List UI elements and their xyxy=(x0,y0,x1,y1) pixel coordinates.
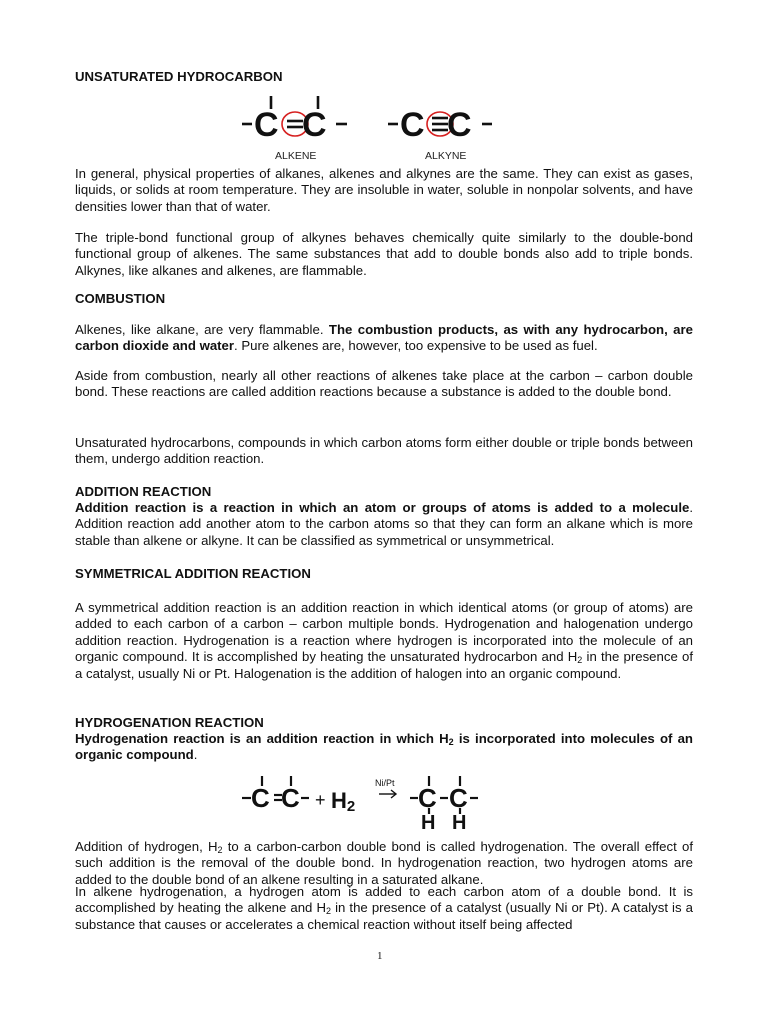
paragraph-physical-properties: In general, physical properties of alkanes, alkenes and alkynes are the same. They can exist as gases, liquids, or solids at room temperature. They are insoluble in water, soluble in nonpolar solvents, and have densities lower than that of water. xyxy=(75,166,693,214)
alkyne-carbon-left: C xyxy=(400,106,425,144)
heading-addition-reaction: ADDITION REACTION xyxy=(75,484,212,499)
paragraph-hydrogenation-definition xyxy=(75,731,693,764)
addition-definition-bold: Addition reaction is a reaction in which an atom or groups of atoms is added to a molecule xyxy=(75,500,690,515)
product-hydrogen-right: H xyxy=(452,812,467,830)
hydrogenation-definition-bold: Hydrogenation reaction is an addition reaction in which $H_2$ is incorporated into molecules of an organic compound xyxy=(75,731,693,763)
hydrogenation-equation xyxy=(238,774,498,830)
alkyne-carbon-right: C xyxy=(447,106,472,144)
paragraph-triple-bond: The triple-bond functional group of alkynes behaves chemically quite similarly to the double-bond functional group of alkenes. The same substances that add to double bonds also add to triple bonds. Alkynes, like alkanes and alkenes, are flammable. xyxy=(75,230,693,278)
catalyst-label: Ni/Pt xyxy=(375,778,395,788)
heading-symmetrical-addition: SYMMETRICAL ADDITION REACTION xyxy=(75,566,311,581)
plus-sign: + xyxy=(315,790,326,810)
product-hydrogen-left: H xyxy=(421,812,436,830)
product-carbon-left: C xyxy=(418,783,437,813)
reactant-carbon-left: C xyxy=(251,783,270,813)
symmetrical-h2-subscript: 2 xyxy=(577,655,583,666)
symmetrical-text-a: A symmetrical addition reaction is an addition reaction in which identical atoms (or group of atoms) are added to each carbon of a carbon – carbon multiple bonds. Hydrogenation and halogenation undergo addition reaction. Hydrogenation is a reaction where hydrogen is incorporated into the molecule of an organic compound. It is accomplished by heating the unsaturated hydrocarbon and H xyxy=(75,600,693,665)
heading-hydrogenation-reaction: HYDROGENATION REACTION xyxy=(75,715,264,730)
combustion-products-bold: The combustion products, as with any hydrocarbon, are carbon dioxide and water xyxy=(75,322,693,354)
alkyne-label: ALKYNE xyxy=(425,150,467,162)
paragraph-symmetrical-addition xyxy=(75,600,693,682)
paragraph-addition-definition xyxy=(75,500,693,549)
paragraph-unsaturated-addition: Unsaturated hydrocarbons, compounds in which carbon atoms form either double or triple bonds between them, undergo addition reaction. xyxy=(75,435,693,467)
paragraph-hydrogenation-effect xyxy=(75,839,693,888)
hydrogenation-effect-text-b: to a carbon-carbon double bond is called hydrogenation. The overall effect of such addition is the removal of the double bond. In hydrogenation reaction, two hydrogen atoms are added to the double bond of an alkene resulting in a saturated alkane. xyxy=(75,839,693,887)
heading-combustion: COMBUSTION xyxy=(75,291,166,306)
alkene-alkyne-figure xyxy=(238,92,508,162)
paragraph-combustion xyxy=(75,322,693,355)
heading-unsaturated-hydrocarbon: UNSATURATED HYDROCARBON xyxy=(75,69,283,84)
combustion-text-c: . Pure alkenes are, however, too expensive to be used as fuel. xyxy=(234,338,598,354)
combustion-text-a: Alkenes, like alkane, are very flammable. xyxy=(75,322,329,337)
hydrogenation-equation-figure xyxy=(238,774,498,830)
hydrogenation-effect-text-a: Addition of hydrogen, H xyxy=(75,839,218,854)
alkene-label: ALKENE xyxy=(275,150,317,162)
paragraph-addition-intro: Aside from combustion, nearly all other reactions of alkenes take place at the carbon – carbon double bond. These reactions are called addition reactions because a substance is added to the double bond. xyxy=(75,368,693,400)
alkene-carbon-left: C xyxy=(254,106,279,144)
hydrogenation-definition-period: . xyxy=(193,747,198,763)
alkene-hydrogenation-text-b: in the presence of a catalyst (usually Ni or Pt). A catalyst is a substance that causes or accelerates a chemical reaction without itself being affected xyxy=(75,900,693,932)
addition-definition-text: . Addition reaction add another atom to the carbon atoms so that they can form an alkane which is more stable than alkene or alkyne. It can be classified as symmetrical or unsymmetrical. xyxy=(75,500,693,548)
paragraph-alkene-hydrogenation xyxy=(75,884,693,933)
reactant-carbon-right: C xyxy=(281,783,300,813)
product-carbon-right: C xyxy=(449,783,468,813)
page-number: 1 xyxy=(377,950,383,962)
hydrogenation-effect-h2-subscript: 2 xyxy=(217,845,223,855)
alkene-carbon-right: C xyxy=(302,106,327,144)
alkene-hydrogenation-text-a: In alkene hydrogenation, a hydrogen atom is added to each carbon atom of a double bond. It is accomplished by heating the alkene and H xyxy=(75,884,693,916)
symmetrical-text-b: in the presence of a catalyst, usually Ni or Pt. Halogenation is the addition of halogen into an organic compound. xyxy=(75,649,693,681)
hydrogen-molecule: H2 xyxy=(331,788,356,815)
alkene-hydrogenation-h2-subscript: 2 xyxy=(326,906,332,917)
